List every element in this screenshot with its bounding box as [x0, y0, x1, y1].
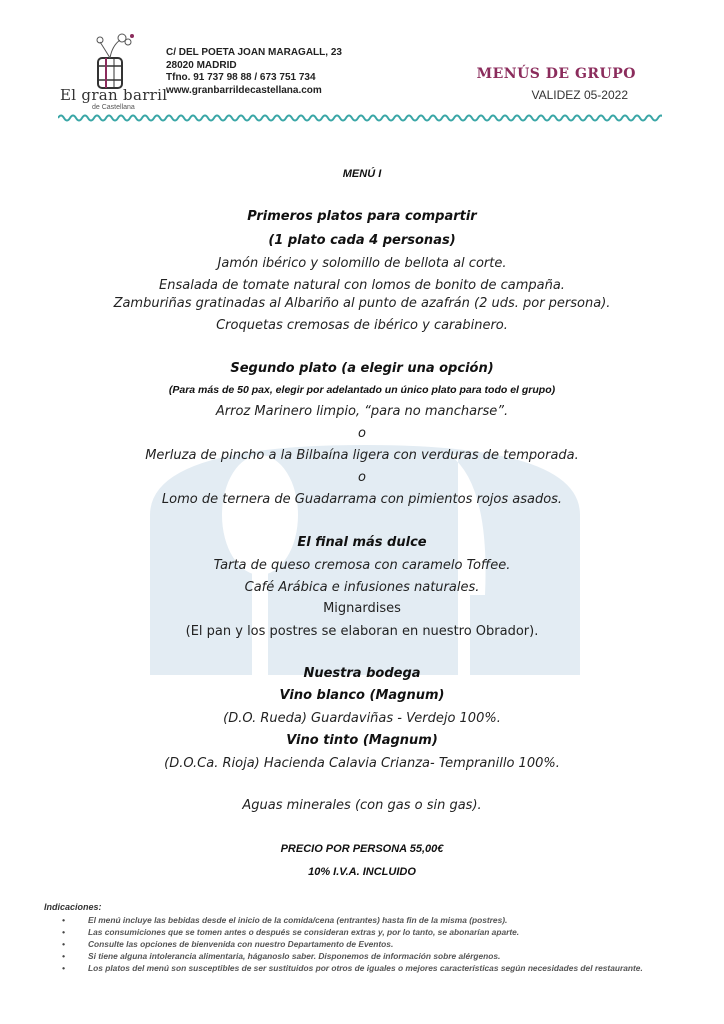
main-note: (Para más de 50 pax, elegir por adelantado un único plato para todo el grupo)	[168, 384, 556, 396]
white-wine-heading: Vino blanco (Magnum)	[279, 688, 445, 703]
menu-name: MENÚ I	[342, 168, 382, 180]
starter-item: Jamón ibérico y solomillo de bellota al corte.	[217, 256, 507, 271]
validity-date: VALIDEZ 05-2022	[531, 88, 628, 102]
dessert-note: (El pan y los postres se elaboran en nuestro Obrador).	[185, 624, 539, 639]
website-line: www.granbarrildecastellana.com	[166, 84, 322, 96]
dessert-item: Café Arábica e infusiones naturales.	[244, 580, 480, 595]
note-item: • Si tiene alguna intolerancia alimentaria, háganoslo saber. Disponemos de información sobre alérgenos.	[60, 950, 680, 962]
note-item: • Los platos del menú son susceptibles de ser sustituidos por otros de iguales o mejores características según necesidades del restaurante.	[60, 962, 680, 974]
wave-divider	[58, 113, 662, 123]
notes-list	[60, 914, 680, 974]
note-item: • El menú incluye las bebidas desde el inicio de la comida/cena (entrantes) hasta fin de la misma (postres).	[60, 914, 680, 926]
or-separator: o	[358, 470, 366, 485]
water: Aguas minerales (con gas o sin gas).	[242, 798, 482, 813]
note-item: • Consulte las opciones de bienvenida con nuestro Departamento de Eventos.	[60, 938, 680, 950]
white-wine: (D.O. Rueda) Guardaviñas - Verdejo 100%.	[223, 711, 501, 726]
document-title: MENÚS DE GRUPO	[476, 66, 636, 82]
main-heading: Segundo plato (a elegir una opción)	[230, 361, 494, 376]
main-option: Lomo de ternera de Guadarrama con pimientos rojos asados.	[161, 492, 563, 507]
notes-heading: Indicaciones:	[44, 902, 102, 912]
dessert-extra: Mignardises	[323, 601, 401, 616]
phone-line: Tfno. 91 737 98 88 / 673 751 734	[166, 72, 316, 83]
main-option: Merluza de pincho a la Bilbaína ligera con verduras de temporada.	[145, 448, 579, 463]
wine-heading: Nuestra bodega	[303, 666, 421, 681]
price: PRECIO POR PERSONA 55,00€	[280, 843, 444, 855]
red-wine-heading: Vino tinto (Magnum)	[286, 733, 438, 748]
brand-subtitle: de Castellana	[92, 104, 135, 111]
address-block	[166, 47, 342, 97]
or-separator: o	[358, 426, 366, 441]
dessert-item: Tarta de queso cremosa con caramelo Toffee.	[213, 558, 511, 573]
starter-item: Ensalada de tomate natural con lomos de bonito de campaña.	[159, 278, 565, 293]
brand-name: El gran barril	[60, 86, 168, 104]
red-wine: (D.O.Ca. Rioja) Hacienda Calavia Crianza- Tempranillo 100%.	[164, 756, 560, 771]
starters-heading: Primeros platos para compartir	[247, 209, 477, 224]
address-line: C/ DEL POETA JOAN MARAGALL, 23	[166, 47, 342, 58]
starter-item: Croquetas cremosas de ibérico y carabinero.	[216, 318, 508, 333]
main-option: Arroz Marinero limpio, “para no mancharse”.	[215, 404, 509, 419]
tax-note: 10% I.V.A. INCLUIDO	[308, 866, 416, 878]
address-line: 28020 MADRID	[166, 59, 237, 71]
starter-item: Zamburiñas gratinadas al Albariño al punto de azafrán (2 uds. por persona).	[113, 296, 611, 311]
dessert-heading: El final más dulce	[297, 535, 427, 550]
starters-subheading: (1 plato cada 4 personas)	[268, 233, 456, 248]
note-item: • Las consumiciones que se tomen antes o después se consideran extras y, por lo tanto, se abonarían aparte.	[60, 926, 680, 938]
